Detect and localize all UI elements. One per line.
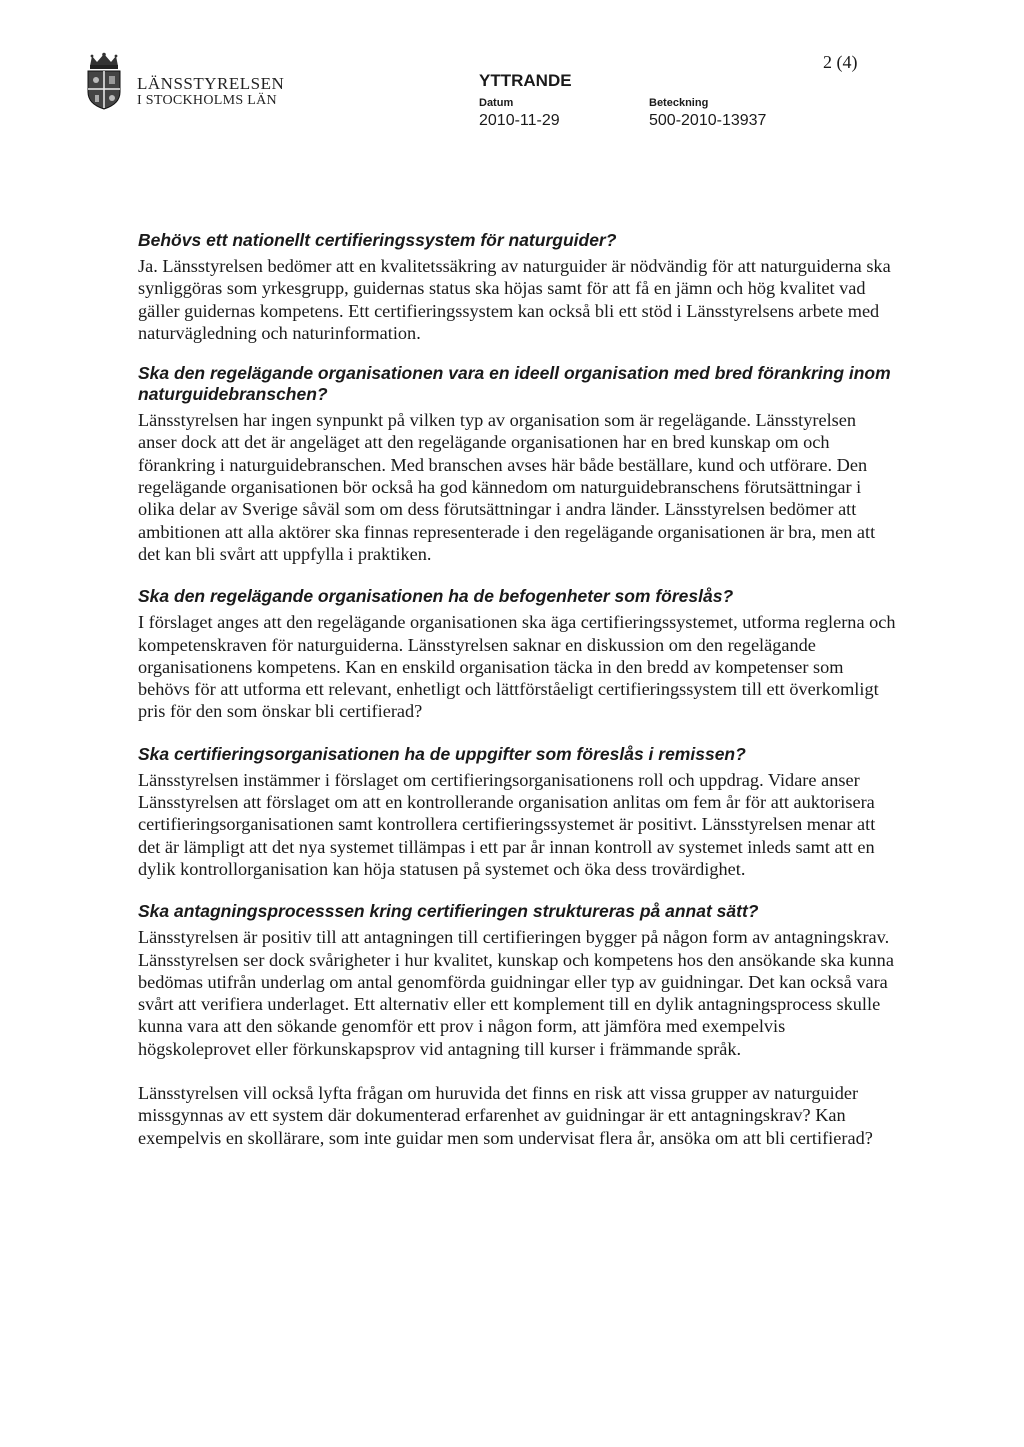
section-paragraph: Länsstyrelsen har ingen synpunkt på vilken typ av organisation som är regelägande. Länsstyrelsen anser dock att det är angeläget att den regelägande organisationen har en bred kunskap om och förankring i naturguidebranschen. Med branschen avses här både beställare, kund och utförare. Den regelägande organisationen bör också ha god kännedom om naturguidebranschens förutsättningar i olika delar av Sverige såväl som om dess förutsättningar i andra länder. Länsstyrelsen bedömer att ambitionen att alla aktörer ska finnas representerade i den regelägande organisationen är bra, men att det kan bli svårt att uppfylla i praktiken. [138, 410, 876, 564]
section-heading: Behövs ett nationellt certifieringssystem för naturguider? [138, 230, 617, 250]
page-number: 2 (4) [823, 52, 858, 72]
section-heading: Ska antagningsprocesssen kring certifieringen struktureras på annat sätt? [138, 901, 759, 922]
reference-value: 500-2010-13937 [649, 112, 767, 129]
reference-label: Beteckning [649, 97, 709, 109]
document-body [138, 230, 898, 1149]
section-heading: Ska den regelägande organisationen ha de befogenheter som föreslås? [138, 586, 734, 607]
section [138, 744, 898, 880]
coat-of-arms-logo [82, 52, 126, 110]
date-label: Datum [479, 97, 514, 109]
section-heading: Ska certifieringsorganisationen ha de uppgifter som föreslås i remissen? [138, 743, 746, 764]
org-name-line1: LÄNSSTYRELSEN [137, 74, 285, 93]
date-value: 2010-11-29 [479, 112, 560, 129]
section-paragraph: Länsstyrelsen är positiv till att antagningen till certifieringen bygger på någon form av antagningskrav. Länsstyrelsen ser dock svårigheter i hur kvalitet, kunskap och kompetens hos den ansökande ska kunna bedömas utifrån underlag om antal genomförda guidningar eller typ av guidningar. Det kan också vara svårt att verifiera underlaget. Ett alternativ eller ett komplement till en dylik antagningsprocess skulle kunna vara att den sökande genomför ett prov i någon form, att jämföra med exempelvis högskoleprovet eller förkunskapsprov vid antagning till kurser i främmande språk. [138, 927, 894, 1059]
section [138, 901, 898, 1060]
closing-section [138, 1082, 898, 1149]
section-paragraph: I förslaget anges att den regelägande organisationen ska äga certifieringssystemet, utforma reglerna och kompetenskraven för naturguiderna. Länsstyrelsen saknar en diskussion om den regelägande organisationens kompetens. Kan en enskild organisation täcka in den bredd av kompetenser som behövs för att utforma ett relevant, enhetligt och lättförståeligt certifieringssystem till ett överkomligt pris för den som önskar bli certifierad? [138, 612, 896, 722]
section-heading: Ska den regelägande organisationen vara en ideell organisation med bred förankring inom naturguidebranschen? [138, 363, 891, 405]
organization-name [137, 75, 284, 109]
section [138, 586, 898, 722]
org-name-line2: I STOCKHOLMS LÄN [137, 93, 277, 108]
section [138, 363, 898, 565]
section [138, 230, 898, 344]
section-paragraph: Ja. Länsstyrelsen bedömer att en kvalitetssäkring av naturguider är nödvändig för att naturguiderna ska synliggöras som yrkesgrupp, guidernas status ska höjas samt för att få en jämn och hög kvalitet vad gäller guidernas kompetens. Ett certifieringssystem kan också bli ett stöd i Länsstyrelsens arbete med naturvägledning och naturinformation. [138, 256, 891, 343]
closing-paragraph: Länsstyrelsen vill också lyfta frågan om huruvida det finns en risk att vissa grupper av naturguider missgynnas av ett system där dokumenterad erfarenhet av guidningar är ett antagningskrav? Kan exempelvis en skollärare, som inte guidar men som undervisat flera år, ansöka om att bli certifierad? [138, 1083, 873, 1148]
document-type: YTTRANDE [479, 71, 572, 90]
section-paragraph: Länsstyrelsen instämmer i förslaget om certifieringsorganisationens roll och uppdrag. Vidare anser Länsstyrelsen att förslaget om att en kontrollerande organisation anlitas om fem år för att auktorisera certifieringsorganisationen samt kontrollera certifieringssystemet är positivt. Länsstyrelsen menar att det är lämpligt att det nya systemet tillämpas i ett par år innan kontroll av systemet inleds samt att en dylik kontrollorganisation kan höja statusen på systemet och öka dess trovärdighet. [138, 769, 876, 879]
